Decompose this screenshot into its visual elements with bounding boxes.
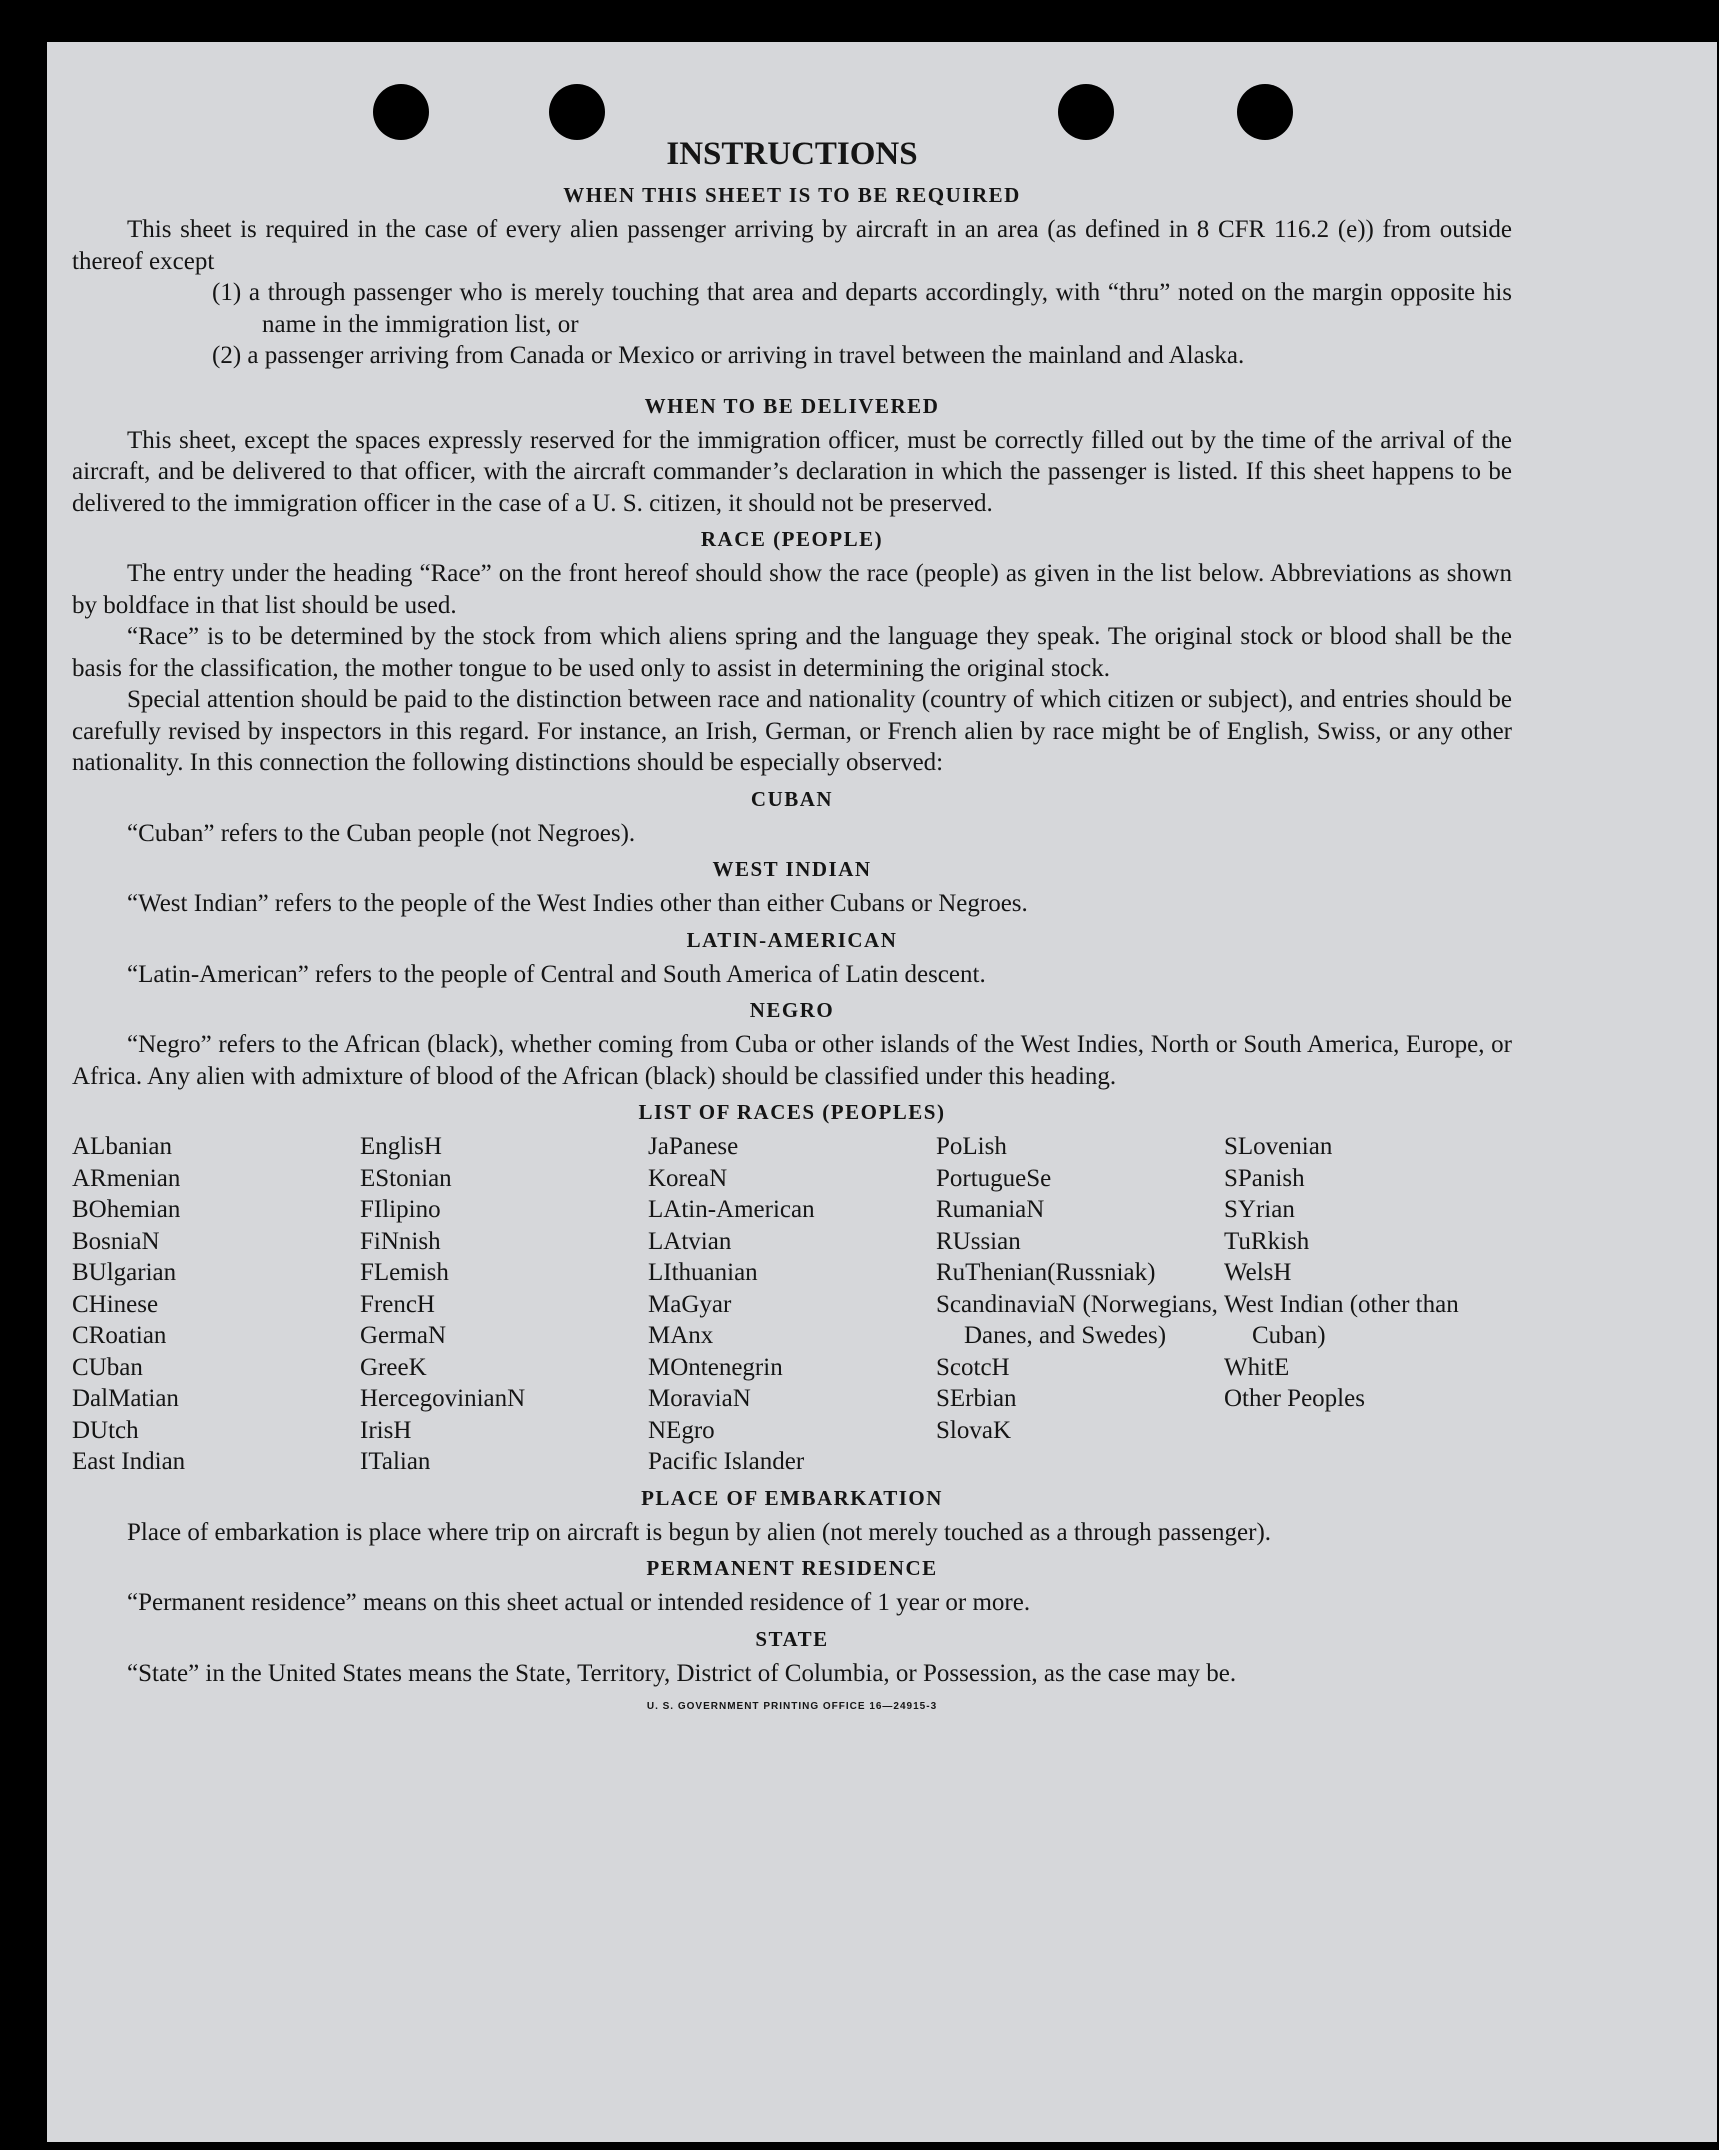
- race-item: LAtvian: [648, 1227, 732, 1255]
- race-item: SLovenian: [1224, 1133, 1333, 1160]
- section-heading: PERMANENT RESIDENCE: [646, 1556, 938, 1580]
- race-column: [648, 1131, 936, 1478]
- race-item: BUlgarian: [72, 1259, 177, 1286]
- race-item: MAnx: [648, 1322, 714, 1349]
- punch-hole: [1237, 84, 1293, 140]
- paragraph: “Cuban” refers to the Cuban people (not Negroes).: [127, 819, 636, 847]
- race-item: DalMatian: [72, 1385, 179, 1412]
- race-column: [360, 1131, 648, 1478]
- document-sheet: [47, 42, 1717, 2142]
- race-item: FrencH: [360, 1290, 435, 1318]
- section-heading: LIST OF RACES (PEOPLES): [638, 1100, 946, 1124]
- race-item: ALbanian: [72, 1133, 172, 1160]
- paragraph: “Negro” refers to the African (black), whether coming from Cuba or other islands of the West Indies, North or South America, Europe, or Africa. Any alien with admixture of blood of the African (black) should be classified under this heading.: [72, 1031, 1512, 1090]
- race-item: CRoatian: [72, 1322, 167, 1349]
- race-item: ITalian: [360, 1448, 431, 1475]
- section-heading: WEST INDIAN: [712, 857, 872, 881]
- race-item: EnglisH: [360, 1133, 442, 1160]
- race-item: FiNnish: [360, 1227, 441, 1255]
- race-item: SErbian: [936, 1385, 1017, 1412]
- race-item: LAtin-American: [648, 1196, 815, 1223]
- paragraph: This sheet, except the spaces expressly reserved for the immigration officer, must be correctly filled out by the time of the arrival of the aircraft, and be delivered to that officer, with the aircraft commander’s declaration in which the passenger is listed. If this sheet happens to be delivered to the immigration officer in the case of a U. S. citizen, it should not be preserved.: [72, 426, 1512, 517]
- paragraph: “Permanent residence” means on this sheet actual or intended residence of 1 year or more.: [127, 1589, 1031, 1616]
- race-item: FIlipino: [360, 1196, 441, 1223]
- race-item: WelsH: [1224, 1259, 1292, 1286]
- race-item: MaGyar: [648, 1290, 732, 1318]
- section-heading: LATIN-AMERICAN: [686, 927, 898, 952]
- paragraph: Place of embarkation is place where trip on aircraft is begun by alien (not merely touched as a through passenger).: [127, 1518, 1272, 1546]
- instructions-content: [72, 136, 1512, 1712]
- race-item: CHinese: [72, 1290, 159, 1318]
- race-item: SlovaK: [936, 1416, 1011, 1444]
- race-item: RUssian: [936, 1227, 1021, 1255]
- race-item: GreeK: [360, 1353, 427, 1381]
- section-heading: WHEN TO BE DELIVERED: [644, 393, 940, 418]
- race-item: ScandinaviaN (Norwegians, Danes, and Swedes): [936, 1290, 1218, 1349]
- section-heading: RACE (PEOPLE): [700, 527, 884, 551]
- punch-hole: [1058, 84, 1114, 140]
- race-item: ScotcH: [936, 1353, 1010, 1381]
- paragraph: “Latin-American” refers to the people of Central and South America of Latin descent.: [127, 960, 986, 988]
- race-item: MOntenegrin: [648, 1353, 783, 1381]
- paragraph: Special attention should be paid to the distinction between race and nationality (country of which citizen or subject), and entries should be carefully revised by inspectors in this regard. For instance, an Irish, German, or French alien by race might be of English, Swiss, or any other nationality. In this connection the following distinctions should be especially observed:: [72, 686, 1512, 776]
- race-item: JaPanese: [648, 1133, 739, 1160]
- section-heading: NEGRO: [749, 998, 835, 1022]
- race-list: [72, 1131, 1512, 1478]
- race-item: Other Peoples: [1224, 1385, 1365, 1412]
- race-item: HercegovinianN: [360, 1385, 526, 1412]
- race-item: KoreaN: [648, 1164, 728, 1192]
- punch-hole: [549, 84, 605, 140]
- race-column: [936, 1131, 1224, 1478]
- paragraph: “West Indian” refers to the people of the West Indies other than either Cubans or Negroes.: [127, 890, 1028, 917]
- section-heading: PLACE OF EMBARKATION: [641, 1485, 943, 1510]
- race-item: SYrian: [1224, 1196, 1295, 1223]
- race-item: NEgro: [648, 1416, 715, 1444]
- race-item: West Indian (other than Cuban): [1224, 1290, 1459, 1349]
- section-heading: CUBAN: [750, 786, 834, 811]
- paragraph: “Race” is to be determined by the stock from which aliens spring and the language they speak. The original stock or blood shall be the basis for the classification, the mother tongue to be used only to assist in determining the original stock.: [72, 623, 1512, 682]
- punch-hole: [373, 84, 429, 140]
- race-item: CUban: [72, 1353, 143, 1381]
- race-item: GermaN: [360, 1322, 447, 1349]
- paragraph: The entry under the heading “Race” on the front hereof should show the race (people) as given in the list below. Abbreviations as shown by boldface in that list should be used.: [72, 560, 1512, 619]
- race-item: SPanish: [1224, 1164, 1305, 1192]
- race-item: PortugueSe: [936, 1164, 1052, 1192]
- race-item: DUtch: [72, 1416, 139, 1444]
- race-item: LIthuanian: [648, 1259, 758, 1286]
- race-item: RumaniaN: [936, 1196, 1045, 1223]
- section-heading: WHEN THIS SHEET IS TO BE REQUIRED: [563, 183, 1021, 207]
- list-item: (2) a passenger arriving from Canada or Mexico or arriving in travel between the mainland and Alaska.: [212, 342, 1245, 369]
- race-item: TuRkish: [1224, 1227, 1310, 1255]
- paragraph: This sheet is required in the case of every alien passenger arriving by aircraft in an area (as defined in 8 CFR 116.2 (e)) from outside thereof except: [72, 216, 1512, 275]
- race-column: [72, 1131, 360, 1478]
- race-item: PoLish: [936, 1133, 1007, 1160]
- race-item: IrisH: [360, 1416, 412, 1444]
- race-column: [1224, 1131, 1512, 1478]
- race-item: ARmenian: [72, 1164, 181, 1192]
- printer-imprint: U. S. GOVERNMENT PRINTING OFFICE 16—24915-3: [646, 1701, 938, 1712]
- race-item: FLemish: [360, 1259, 449, 1286]
- race-item: East Indian: [72, 1448, 186, 1475]
- page-title: INSTRUCTIONS: [666, 136, 918, 172]
- race-item: EStonian: [360, 1164, 452, 1192]
- race-item: BOhemian: [72, 1196, 181, 1223]
- race-item: RuThenian(Russniak): [936, 1259, 1156, 1286]
- race-item: Pacific Islander: [648, 1448, 805, 1475]
- section-heading: STATE: [755, 1626, 829, 1651]
- paragraph: “State” in the United States means the State, Territory, District of Columbia, or Possession, as the case may be.: [127, 1659, 1237, 1687]
- list-item: (1) a through passenger who is merely touching that area and departs accordingly, with “thru” noted on the margin opposite his name in the immigration list, or: [212, 279, 1512, 338]
- race-item: BosniaN: [72, 1227, 160, 1255]
- race-item: WhitE: [1224, 1353, 1290, 1381]
- race-item: MoraviaN: [648, 1385, 751, 1412]
